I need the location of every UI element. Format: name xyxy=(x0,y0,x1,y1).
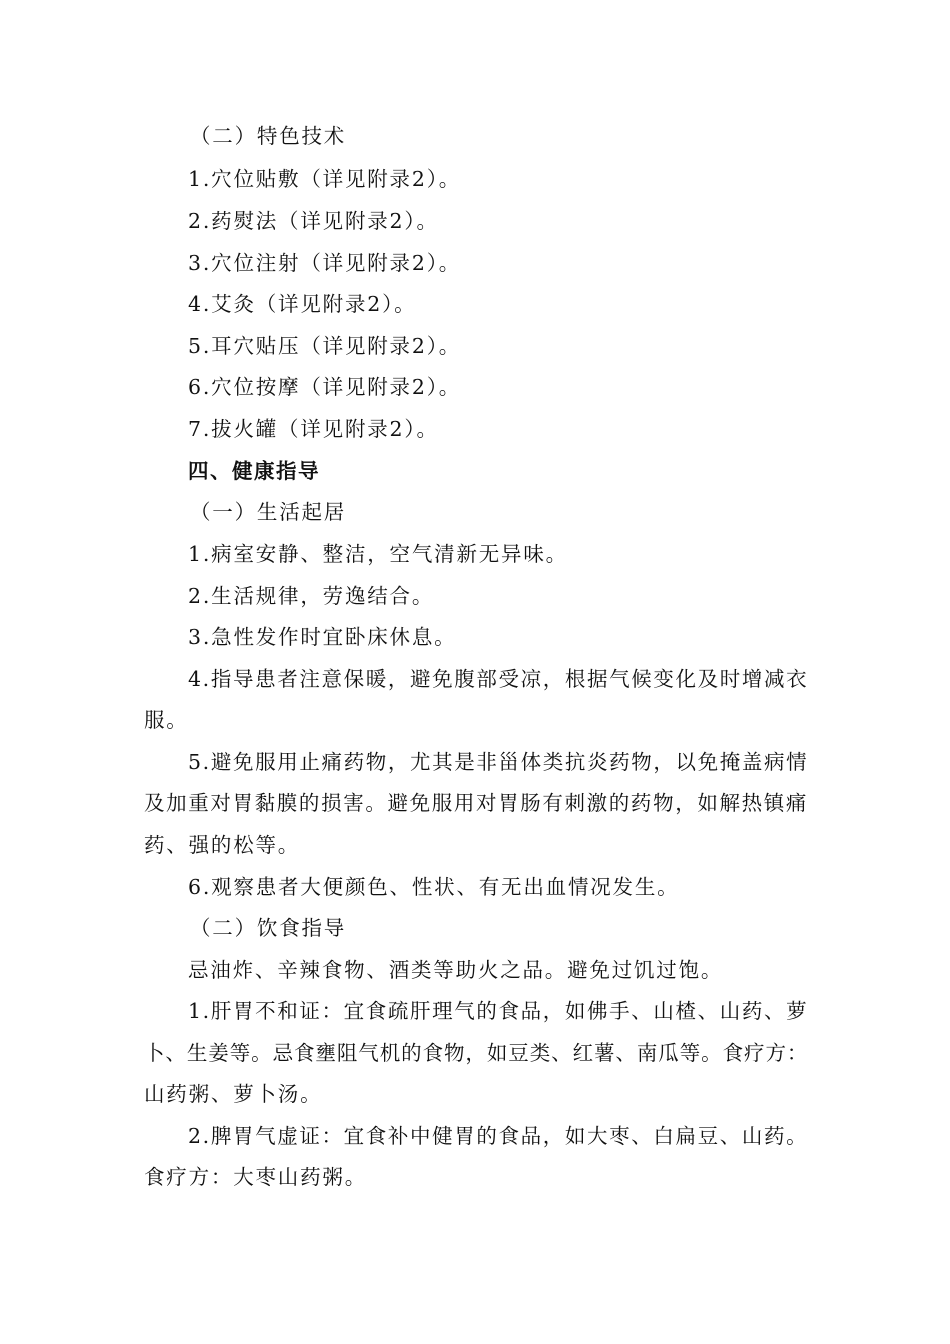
daily-life-item-4-line-1: 4.指导患者注意保暖，避免腹部受凉，根据气候变化及时增减衣 xyxy=(188,667,809,691)
tech-item-6: 6.穴位按摩（详见附录2）。 xyxy=(188,375,462,399)
daily-life-item-6: 6.观察患者大便颜色、性状、有无出血情况发生。 xyxy=(188,875,680,899)
diet-item-1-line-2: 卜、生姜等。忌食壅阻气机的食物，如豆类、红薯、南瓜等。食疗方： xyxy=(144,1041,809,1065)
daily-life-item-1: 1.病室安静、整洁，空气清新无异味。 xyxy=(188,542,568,566)
diet-item-2-line-2: 食疗方：大枣山药粥。 xyxy=(144,1165,367,1189)
subsection-title-daily-life: （一）生活起居 xyxy=(190,500,347,524)
daily-life-item-2: 2.生活规律，劳逸结合。 xyxy=(188,584,435,608)
diet-item-1-line-3: 山药粥、萝卜汤。 xyxy=(144,1082,323,1106)
tech-item-1: 1.穴位贴敷（详见附录2）。 xyxy=(188,167,462,191)
daily-life-item-5-line-3: 药、强的松等。 xyxy=(144,833,301,857)
diet-item-1-line-1: 1.肝胃不和证：宜食疏肝理气的食品，如佛手、山楂、山药、萝 xyxy=(188,999,809,1023)
tech-item-2: 2.药熨法（详见附录2）。 xyxy=(188,209,439,233)
subsection-title-diet: （二）饮食指导 xyxy=(190,916,347,940)
daily-life-item-5-line-2: 及加重对胃黏膜的损害。避免服用对胃肠有刺激的药物，如解热镇痛 xyxy=(144,791,808,815)
daily-life-item-5-line-1: 5.避免服用止痛药物，尤其是非甾体类抗炎药物，以免掩盖病情 xyxy=(188,750,809,774)
tech-item-7: 7.拔火罐（详见附录2）。 xyxy=(188,417,439,441)
tech-item-4: 4.艾灸（详见附录2）。 xyxy=(188,292,417,316)
diet-item-2-line-1: 2.脾胃气虚证：宜食补中健胃的食品，如大枣、白扁豆、山药。 xyxy=(188,1124,809,1148)
tech-item-3: 3.穴位注射（详见附录2）。 xyxy=(188,251,462,275)
daily-life-item-3: 3.急性发作时宜卧床休息。 xyxy=(188,625,457,649)
section-title-special-tech: （二）特色技术 xyxy=(190,124,347,148)
daily-life-item-4-line-2: 服。 xyxy=(144,708,189,732)
section-heading-health-guidance: 四、健康指导 xyxy=(188,459,320,483)
diet-intro: 忌油炸、辛辣食物、酒类等助火之品。避免过饥过饱。 xyxy=(188,958,724,982)
tech-item-5: 5.耳穴贴压（详见附录2）。 xyxy=(188,334,462,358)
